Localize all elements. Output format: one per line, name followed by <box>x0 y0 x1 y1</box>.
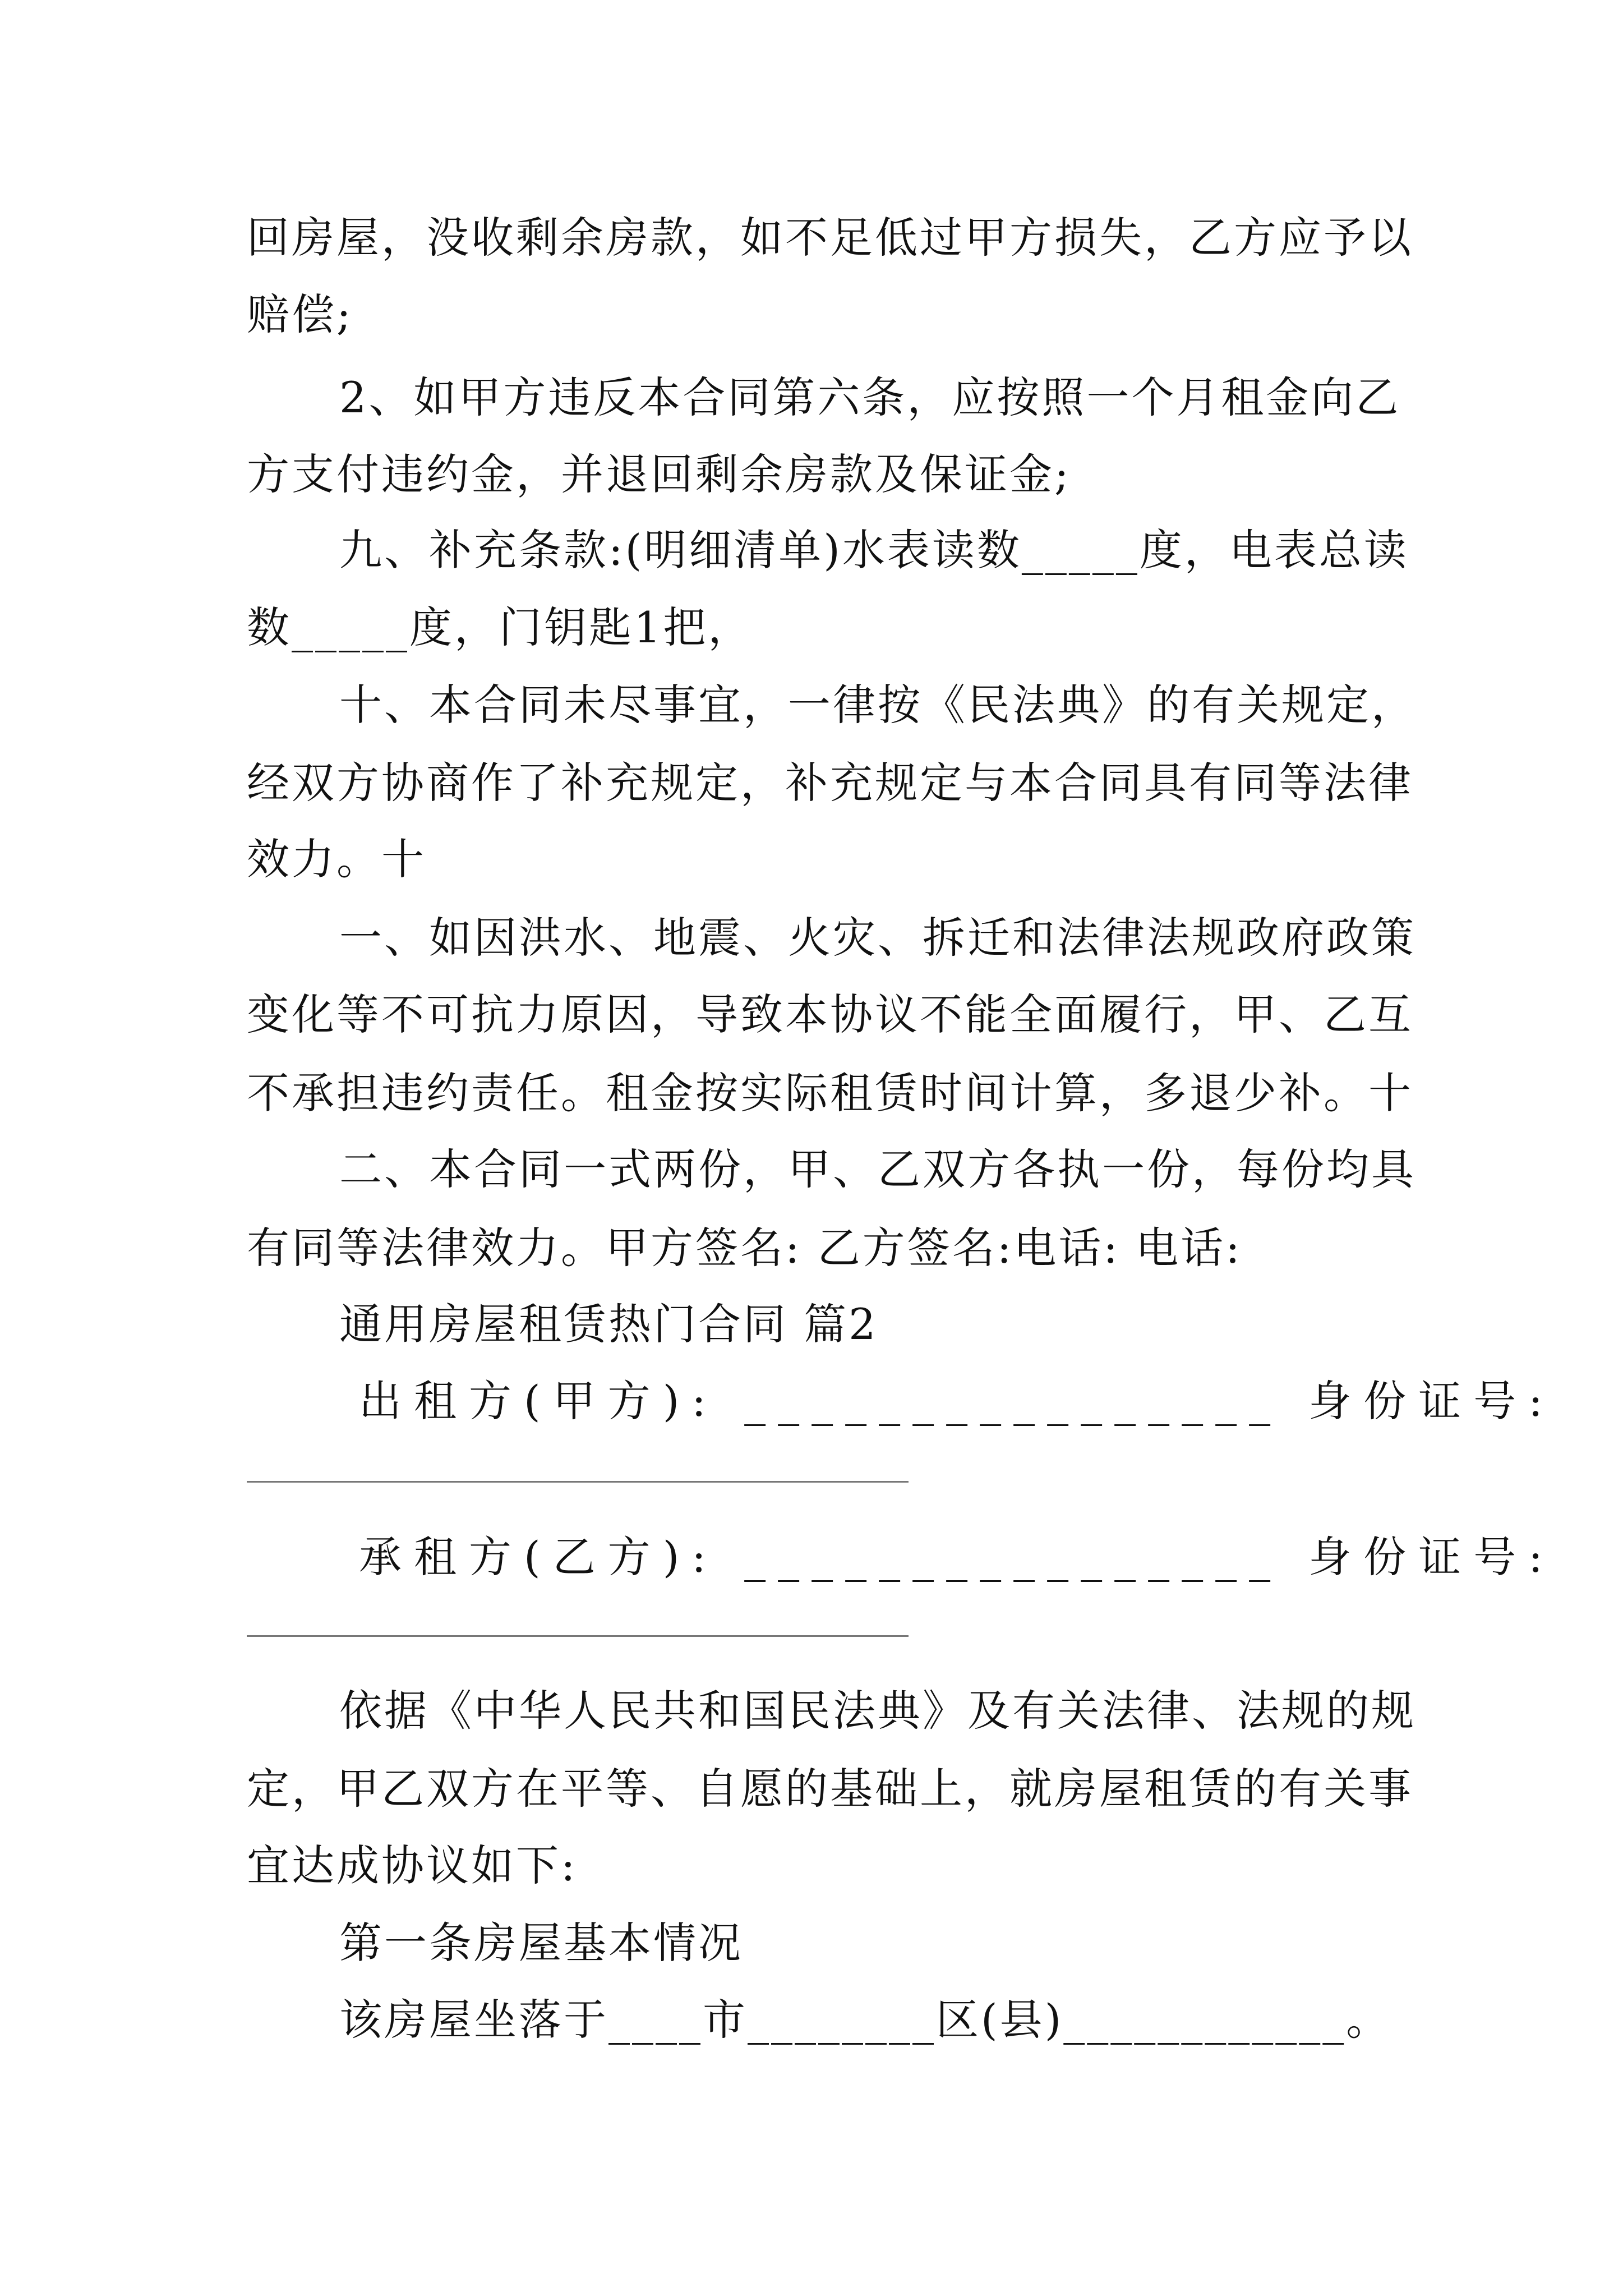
text-line: 有同等法律效力。甲方签名: 乙方签名:电话: 电话: <box>247 1223 1242 1273</box>
section-heading: 通用房屋租赁热门合同 篇2 <box>339 1299 878 1349</box>
text-line: 效力。十 <box>247 834 426 884</box>
text-line: 十、本合同未尽事宜，一律按《民法典》的有关规定， <box>339 680 1416 730</box>
text-line: 定，甲乙双方在平等、自愿的基础上，就房屋租赁的有关事 <box>247 1764 1413 1814</box>
lessee-line: 承租方(乙方): ________________ 身份证号: <box>359 1532 1555 1582</box>
text-line: 回房屋，没收剩余房款，如不足低过甲方损失，乙方应予以 <box>247 213 1413 263</box>
text-line: 2、如甲方违反本合同第六条，应按照一个月租金向乙 <box>339 372 1401 422</box>
text-line: 不承担违约责任。租金按实际租赁时间计算，多退少补。十 <box>247 1068 1413 1118</box>
text-line: 赔偿; <box>247 289 353 339</box>
blank-line <box>247 1481 909 1483</box>
text-line: 方支付违约金，并退回剩余房款及保证金; <box>247 449 1071 499</box>
text-line: 宜达成协议如下: <box>247 1841 578 1890</box>
text-line: 数_____度，门钥匙1把， <box>247 602 753 652</box>
lessor-line: 出租方(甲方): ________________ 身份证号: <box>359 1376 1555 1426</box>
article-heading: 第一条房屋基本情况 <box>339 1918 743 1968</box>
text-line: 二、本合同一式两份，甲、乙双方各执一份，每份均具 <box>339 1144 1416 1194</box>
text-line: 变化等不可抗力原因，导致本协议不能全面履行，甲、乙互 <box>247 990 1413 1039</box>
text-line: 一、如因洪水、地震、火灾、拆迁和法律法规政府政策 <box>339 913 1416 963</box>
text-line: 该房屋坐落于____市________区(县)____________。 <box>339 1995 1391 2045</box>
text-line: 经双方协商作了补充规定，补充规定与本合同具有同等法律 <box>247 758 1413 808</box>
text-line: 依据《中华人民共和国民法典》及有关法律、法规的规 <box>339 1686 1416 1736</box>
blank-line <box>247 1635 909 1637</box>
text-line: 九、补充条款:(明细清单)水表读数_____度，电表总读 <box>339 525 1409 575</box>
